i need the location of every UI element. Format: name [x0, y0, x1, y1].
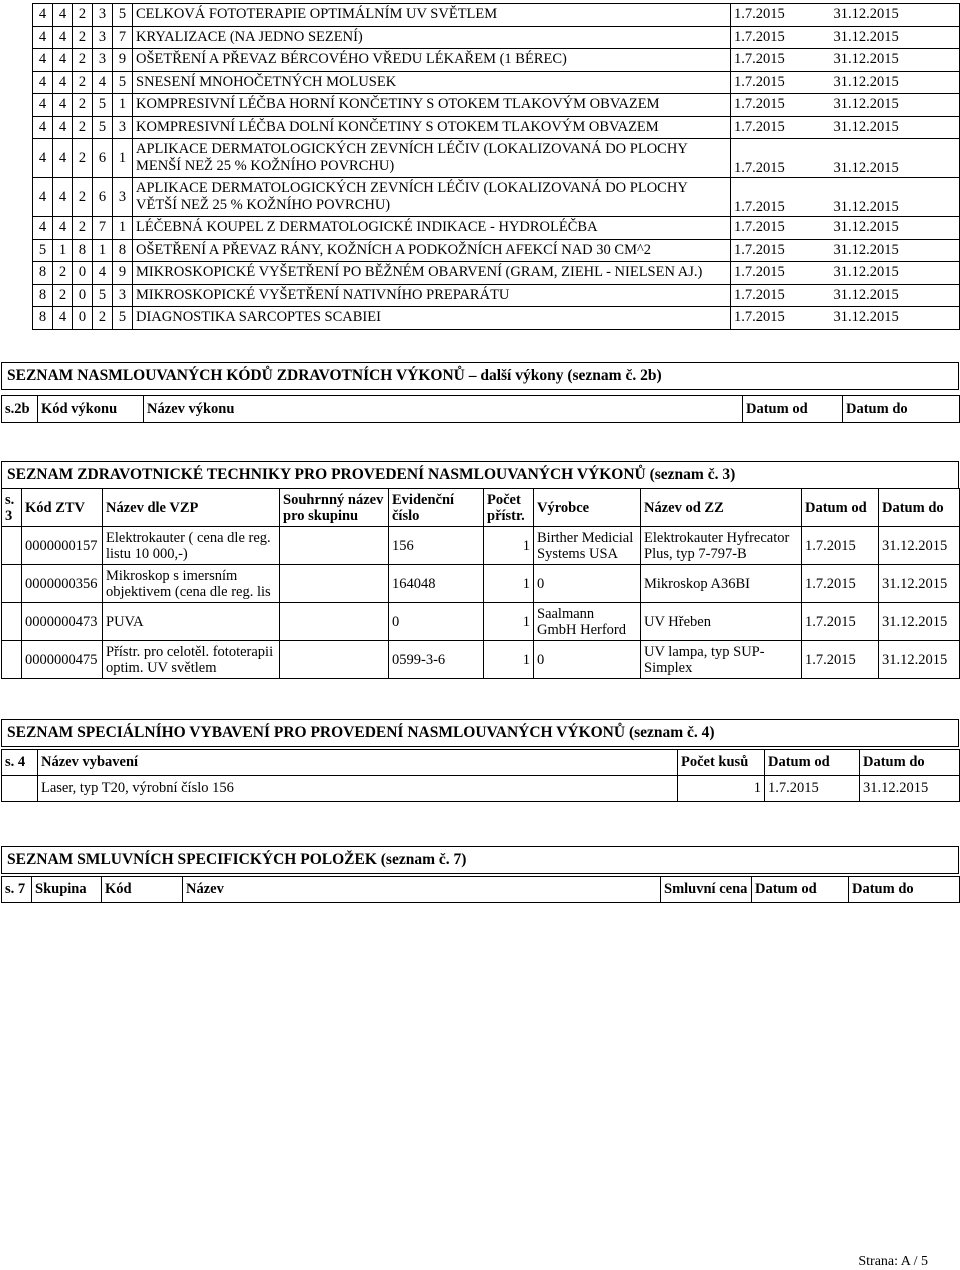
section-7-table: [1, 876, 960, 903]
header-cell: Počet přístr.: [484, 489, 534, 527]
table-header-row: [2, 396, 960, 423]
table-cell: [2, 603, 22, 641]
table-cell: 1: [678, 776, 765, 802]
table-cell: 31.12.2015: [860, 776, 960, 802]
header-cell: Název od ZZ: [641, 489, 802, 527]
code-digit: 4: [33, 139, 53, 178]
table-cell: Mikroskop s imersním objektivem (cena dle reg. lis: [103, 565, 280, 603]
code-digit: 2: [53, 284, 73, 307]
code-digit: 3: [93, 4, 113, 27]
code-digit: 6: [93, 178, 113, 217]
code-digit: 3: [93, 49, 113, 72]
procedure-name: KOMPRESIVNÍ LÉČBA DOLNÍ KONČETINY S OTOKEM TLAKOVÝM OBVAZEM: [133, 116, 731, 139]
procedure-name: APLIKACE DERMATOLOGICKÝCH ZEVNÍCH LÉČIV (LOKALIZOVANÁ DO PLOCHY MENŠÍ NEŽ 25 % KOŽNÍHO POVRCHU): [133, 139, 731, 178]
procedure-name: KOMPRESIVNÍ LÉČBA HORNÍ KONČETINY S OTOKEM TLAKOVÝM OBVAZEM: [133, 94, 731, 117]
code-digit: 9: [113, 49, 133, 72]
code-digit: 9: [113, 262, 133, 285]
header-cell: Datum do: [860, 750, 960, 776]
code-digit: 4: [33, 26, 53, 49]
procedure-name: MIKROSKOPICKÉ VYŠETŘENÍ PO BĚŽNÉM OBARVENÍ (GRAM, ZIEHL - NIELSEN AJ.): [133, 262, 731, 285]
header-cell: Název: [183, 877, 661, 903]
procedure-name: SNESENÍ MNOHOČETNÝCH MOLUSEK: [133, 71, 731, 94]
code-digit: 8: [33, 284, 53, 307]
code-digit: 4: [53, 71, 73, 94]
code-digit: 5: [113, 4, 133, 27]
table-header-row: [2, 750, 960, 776]
code-digit: 3: [113, 116, 133, 139]
procedure-name: OŠETŘENÍ A PŘEVAZ BÉRCOVÉHO VŘEDU LÉKAŘEM (1 BÉREC): [133, 49, 731, 72]
code-digit: 8: [33, 307, 53, 330]
code-digit: 5: [93, 284, 113, 307]
code-digit: 2: [73, 217, 93, 240]
code-digit: 4: [53, 307, 73, 330]
code-digit: 4: [53, 4, 73, 27]
code-digit: 4: [33, 4, 53, 27]
header-cell: Kód: [102, 877, 183, 903]
date-from: 1.7.2015: [731, 71, 831, 94]
date-to: 31.12.2015: [831, 26, 960, 49]
code-digit: 1: [93, 239, 113, 262]
header-cell: Datum od: [765, 750, 860, 776]
section-7-title: SEZNAM SMLUVNÍCH SPECIFICKÝCH POLOŽEK (seznam č. 7): [1, 846, 959, 874]
table-cell: 0000000356: [22, 565, 103, 603]
date-from: 1.7.2015: [731, 94, 831, 117]
procedure-name: LÉČEBNÁ KOUPEL Z DERMATOLOGICKÉ INDIKACE - HYDROLÉČBA: [133, 217, 731, 240]
table-cell: 1.7.2015: [802, 641, 879, 679]
table-cell: 0000000473: [22, 603, 103, 641]
table-cell: Mikroskop A36BI: [641, 565, 802, 603]
table-row: [33, 94, 960, 117]
date-from: 1.7.2015: [731, 139, 831, 178]
code-digit: 6: [93, 139, 113, 178]
header-cell: Evidenční číslo: [389, 489, 484, 527]
table-row: [2, 641, 960, 679]
code-digit: 2: [93, 307, 113, 330]
code-digit: 0: [73, 307, 93, 330]
procedure-name: MIKROSKOPICKÉ VYŠETŘENÍ NATIVNÍHO PREPARÁTU: [133, 284, 731, 307]
table-row: [33, 262, 960, 285]
code-digit: 4: [53, 49, 73, 72]
code-digit: 4: [33, 178, 53, 217]
header-cell: Počet kusů: [678, 750, 765, 776]
code-digit: 2: [53, 262, 73, 285]
table-cell: 0000000157: [22, 527, 103, 565]
header-cell: s.2b: [2, 396, 38, 423]
date-to: 31.12.2015: [831, 116, 960, 139]
header-cell: Výrobce: [534, 489, 641, 527]
date-to: 31.12.2015: [831, 239, 960, 262]
table-cell: 156: [389, 527, 484, 565]
header-cell: Skupina: [32, 877, 102, 903]
header-cell: Název dle VZP: [103, 489, 280, 527]
code-digit: 2: [73, 4, 93, 27]
procedure-name: OŠETŘENÍ A PŘEVAZ RÁNY, KOŽNÍCH A PODKOŽNÍCH AFEKCÍ NAD 30 CM^2: [133, 239, 731, 262]
code-digit: 2: [73, 178, 93, 217]
code-digit: 4: [33, 217, 53, 240]
table-cell: 164048: [389, 565, 484, 603]
code-digit: 5: [113, 71, 133, 94]
date-to: 31.12.2015: [831, 49, 960, 72]
table-cell: UV lampa, typ SUP- Simplex: [641, 641, 802, 679]
header-cell: Datum od: [802, 489, 879, 527]
table-cell: 0: [534, 641, 641, 679]
table-cell: [2, 641, 22, 679]
table-cell: 1: [484, 603, 534, 641]
table-row: [33, 139, 960, 178]
code-digit: 4: [53, 94, 73, 117]
section-2b-table: [1, 395, 960, 423]
date-from: 1.7.2015: [731, 178, 831, 217]
header-cell: Datum od: [752, 877, 849, 903]
date-from: 1.7.2015: [731, 4, 831, 27]
table-cell: Elektrokauter ( cena dle reg. listu 10 000,-): [103, 527, 280, 565]
table-cell: 0: [534, 565, 641, 603]
date-to: 31.12.2015: [831, 71, 960, 94]
section-3-title: SEZNAM ZDRAVOTNICKÉ TECHNIKY PRO PROVEDENÍ NASMLOUVANÝCH VÝKONŮ (seznam č. 3): [1, 461, 959, 489]
section-2b-title: SEZNAM NASMLOUVANÝCH KÓDŮ ZDRAVOTNÍCH VÝKONŮ – další výkony (seznam č. 2b): [1, 362, 959, 390]
header-cell: Datum do: [843, 396, 960, 423]
table-cell: 31.12.2015: [879, 527, 960, 565]
procedures-table: [32, 3, 960, 330]
date-from: 1.7.2015: [731, 217, 831, 240]
header-cell: s. 3: [2, 489, 22, 527]
code-digit: 1: [53, 239, 73, 262]
code-digit: 4: [53, 139, 73, 178]
header-cell: Smluvní cena: [661, 877, 752, 903]
table-cell: UV Hřeben: [641, 603, 802, 641]
table-row: [33, 217, 960, 240]
code-digit: 3: [113, 284, 133, 307]
table-row: [2, 776, 960, 802]
table-row: [33, 4, 960, 27]
table-row: [33, 178, 960, 217]
table-cell: Elektrokauter Hyfrecator Plus, typ 7-797-B: [641, 527, 802, 565]
section-4-table: [1, 749, 960, 802]
date-from: 1.7.2015: [731, 49, 831, 72]
code-digit: 4: [33, 116, 53, 139]
header-cell: Datum do: [879, 489, 960, 527]
header-cell: Kód výkonu: [38, 396, 144, 423]
code-digit: 2: [73, 26, 93, 49]
table-cell: 0: [389, 603, 484, 641]
table-cell: [280, 527, 389, 565]
code-digit: 4: [53, 217, 73, 240]
date-to: 31.12.2015: [831, 307, 960, 330]
table-row: [33, 49, 960, 72]
table-row: [33, 26, 960, 49]
code-digit: 4: [33, 71, 53, 94]
table-cell: 31.12.2015: [879, 603, 960, 641]
header-cell: s. 4: [2, 750, 38, 776]
table-row: [33, 239, 960, 262]
header-cell: Datum od: [743, 396, 843, 423]
date-to: 31.12.2015: [831, 217, 960, 240]
code-digit: 5: [93, 94, 113, 117]
table-cell: PUVA: [103, 603, 280, 641]
table-cell: Laser, typ T20, výrobní číslo 156: [38, 776, 678, 802]
date-from: 1.7.2015: [731, 239, 831, 262]
code-digit: 5: [113, 307, 133, 330]
procedure-name: APLIKACE DERMATOLOGICKÝCH ZEVNÍCH LÉČIV (LOKALIZOVANÁ DO PLOCHY VĚTŠÍ NEŽ 25 % KOŽNÍHO POVRCHU): [133, 178, 731, 217]
code-digit: 8: [73, 239, 93, 262]
header-cell: Datum do: [849, 877, 960, 903]
code-digit: 8: [33, 262, 53, 285]
table-header-row: [2, 877, 960, 903]
table-cell: 1.7.2015: [765, 776, 860, 802]
code-digit: 7: [113, 26, 133, 49]
date-to: 31.12.2015: [831, 94, 960, 117]
table-cell: [2, 776, 38, 802]
date-to: 31.12.2015: [831, 4, 960, 27]
code-digit: 4: [53, 116, 73, 139]
table-cell: 1.7.2015: [802, 527, 879, 565]
procedure-name: DIAGNOSTIKA SARCOPTES SCABIEI: [133, 307, 731, 330]
table-row: [2, 565, 960, 603]
code-digit: 2: [73, 116, 93, 139]
table-header-row: [2, 489, 960, 527]
code-digit: 2: [73, 71, 93, 94]
table-cell: 1.7.2015: [802, 603, 879, 641]
header-cell: Souhrnný název pro skupinu: [280, 489, 389, 527]
header-cell: Název výkonu: [144, 396, 743, 423]
date-from: 1.7.2015: [731, 26, 831, 49]
code-digit: 4: [93, 71, 113, 94]
table-cell: 0000000475: [22, 641, 103, 679]
table-cell: 0599-3-6: [389, 641, 484, 679]
table-cell: Přístr. pro celotěl. fototerapii optim. UV světlem: [103, 641, 280, 679]
table-row: [33, 71, 960, 94]
code-digit: 2: [73, 49, 93, 72]
table-row: [33, 307, 960, 330]
table-cell: [280, 641, 389, 679]
code-digit: 1: [113, 94, 133, 117]
table-cell: 1.7.2015: [802, 565, 879, 603]
code-digit: 8: [113, 239, 133, 262]
header-cell: Kód ZTV: [22, 489, 103, 527]
code-digit: 2: [73, 139, 93, 178]
table-cell: [2, 565, 22, 603]
header-cell: Název vybavení: [38, 750, 678, 776]
table-cell: [280, 565, 389, 603]
page-footer: Strana: A / 5: [858, 1254, 928, 1269]
date-to: 31.12.2015: [831, 178, 960, 217]
date-to: 31.12.2015: [831, 262, 960, 285]
table-cell: 31.12.2015: [879, 565, 960, 603]
table-cell: 31.12.2015: [879, 641, 960, 679]
date-to: 31.12.2015: [831, 284, 960, 307]
table-cell: 1: [484, 641, 534, 679]
date-to: 31.12.2015: [831, 139, 960, 178]
date-from: 1.7.2015: [731, 284, 831, 307]
header-cell: s. 7: [2, 877, 32, 903]
table-row: [33, 284, 960, 307]
table-cell: [2, 527, 22, 565]
table-row: [2, 603, 960, 641]
date-from: 1.7.2015: [731, 307, 831, 330]
procedure-name: KRYALIZACE (NA JEDNO SEZENÍ): [133, 26, 731, 49]
code-digit: 3: [93, 26, 113, 49]
table-row: [2, 527, 960, 565]
code-digit: 4: [33, 49, 53, 72]
code-digit: 4: [33, 94, 53, 117]
code-digit: 4: [93, 262, 113, 285]
section-4-title: SEZNAM SPECIÁLNÍHO VYBAVENÍ PRO PROVEDENÍ NASMLOUVANÝCH VÝKONŮ (seznam č. 4): [1, 719, 959, 747]
table-cell: [280, 603, 389, 641]
procedure-name: CELKOVÁ FOTOTERAPIE OPTIMÁLNÍM UV SVĚTLEM: [133, 4, 731, 27]
table-row: [33, 116, 960, 139]
code-digit: 5: [33, 239, 53, 262]
table-cell: 1: [484, 565, 534, 603]
code-digit: 4: [53, 178, 73, 217]
code-digit: 7: [93, 217, 113, 240]
date-from: 1.7.2015: [731, 262, 831, 285]
code-digit: 3: [113, 178, 133, 217]
code-digit: 1: [113, 217, 133, 240]
table-cell: 1: [484, 527, 534, 565]
code-digit: 1: [113, 139, 133, 178]
code-digit: 0: [73, 262, 93, 285]
table-cell: Saalmann GmbH Herford: [534, 603, 641, 641]
code-digit: 2: [73, 94, 93, 117]
table-cell: Birther Medicial Systems USA: [534, 527, 641, 565]
date-from: 1.7.2015: [731, 116, 831, 139]
code-digit: 5: [93, 116, 113, 139]
code-digit: 0: [73, 284, 93, 307]
code-digit: 4: [53, 26, 73, 49]
section-3-table: [1, 488, 960, 679]
